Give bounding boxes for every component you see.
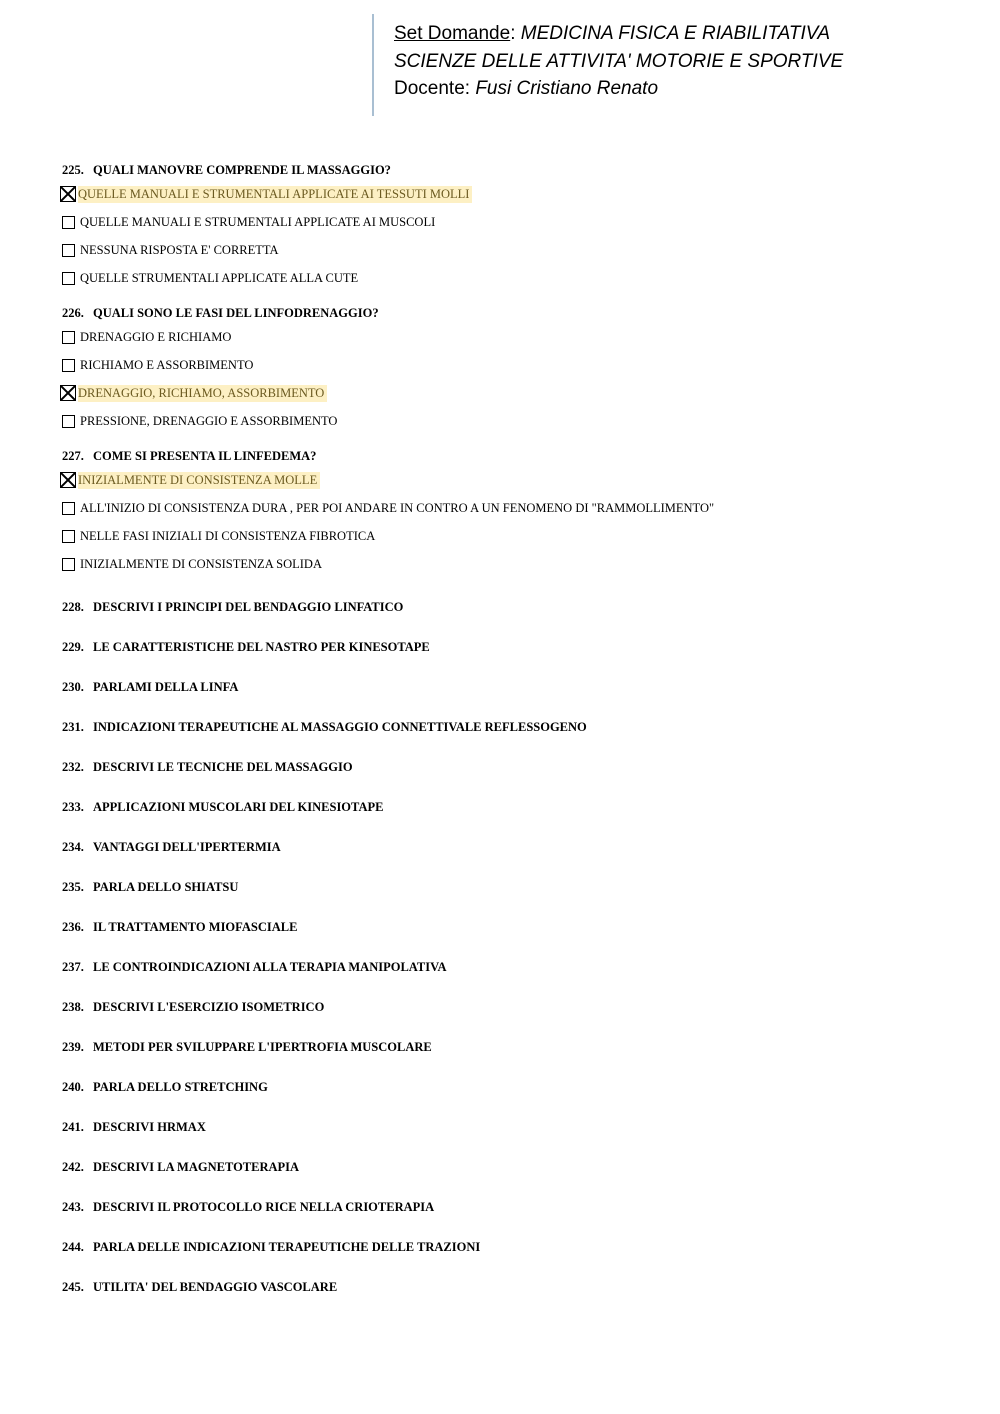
answer-option[interactable] [62,180,962,208]
question-text: QUALI MANOVRE COMPRENDE IL MASSAGGIO? [93,163,391,177]
question-title [62,446,962,466]
question-number: 244. [62,1240,84,1254]
question-text: DESCRIVI I PRINCIPI DEL BENDAGGIO LINFATICO [93,600,404,614]
answer-option-text: INIZIALMENTE DI CONSISTENZA MOLLE [78,472,320,489]
answer-option-text: PRESSIONE, DRENAGGIO E ASSORBIMENTO [80,413,338,428]
question-title [62,303,962,323]
questions-container [62,160,962,1307]
answer-option-text: RICHIAMO E ASSORBIMENTO [80,357,254,372]
question-number: 245. [62,1280,84,1294]
question-number: 226. [62,306,84,320]
question-number: 233. [62,800,84,814]
set-value-line1: MEDICINA FISICA E RIABILITATIVA [520,23,831,44]
question-number: 227. [62,449,84,463]
checkbox-icon[interactable] [62,530,75,543]
teacher-label: Docente: [394,78,471,99]
checkbox-icon[interactable] [62,502,75,515]
question-number: 230. [62,680,84,694]
checkbox-icon[interactable] [62,359,75,372]
teacher-line [394,75,932,103]
answer-option[interactable] [62,236,962,264]
question-text: PARLA DELLO STRETCHING [93,1080,268,1094]
question-number: 237. [62,960,84,974]
open-question [62,827,962,867]
open-question [62,627,962,667]
checkbox-icon[interactable] [62,216,75,229]
question-text: INDICAZIONI TERAPEUTICHE AL MASSAGGIO CONNETTIVALE REFLESSOGENO [93,720,587,734]
answer-option[interactable] [62,407,962,435]
checked-checkbox-icon[interactable] [60,385,76,401]
question-text: PARLAMI DELLA LINFA [93,680,239,694]
document-header [372,14,932,116]
question-number: 239. [62,1040,84,1054]
set-value-line2: SCIENZE DELLE ATTIVITA' MOTORIE E SPORTIVE [394,50,844,72]
answer-option[interactable] [62,208,962,236]
question-text: VANTAGGI DELL'IPERTERMIA [93,840,281,854]
answer-option[interactable] [62,550,962,578]
open-question [62,907,962,947]
question-number: 234. [62,840,84,854]
open-question [62,707,962,747]
answer-option[interactable] [62,351,962,379]
answer-option-text: DRENAGGIO, RICHIAMO, ASSORBIMENTO [78,385,327,402]
open-question [62,667,962,707]
open-question [62,1147,962,1187]
question-text: DESCRIVI L'ESERCIZIO ISOMETRICO [93,1000,325,1014]
answer-option-text: INIZIALMENTE DI CONSISTENZA SOLIDA [80,556,322,571]
answer-option[interactable] [62,466,962,494]
question-text: DESCRIVI LE TECNICHE DEL MASSAGGIO [93,760,353,774]
open-question [62,587,962,627]
question-text: IL TRATTAMENTO MIOFASCIALE [93,920,298,934]
question-text: UTILITA' DEL BENDAGGIO VASCOLARE [93,1280,338,1294]
answer-option-text: NESSUNA RISPOSTA E' CORRETTA [80,242,279,257]
checkbox-icon[interactable] [62,244,75,257]
set-line-1: Set Domande: MEDICINA FISICA E RIABILITATIVA [394,23,831,44]
answer-option-text: QUELLE STRUMENTALI APPLICATE ALLA CUTE [80,270,359,285]
open-question [62,1187,962,1227]
question-block [62,303,962,435]
answer-option-text: DRENAGGIO E RICHIAMO [80,329,232,344]
question-text: COME SI PRESENTA IL LINFEDEMA? [93,449,317,463]
question-text: DESCRIVI IL PROTOCOLLO RICE NELLA CRIOTERAPIA [93,1200,435,1214]
question-text: DESCRIVI LA MAGNETOTERAPIA [93,1160,300,1174]
open-questions [62,587,962,1307]
question-number: 242. [62,1160,84,1174]
open-question [62,747,962,787]
open-question [62,1227,962,1267]
open-question [62,1027,962,1067]
question-text: PARLA DELLE INDICAZIONI TERAPEUTICHE DELLE TRAZIONI [93,1240,481,1254]
answer-option[interactable] [62,379,962,407]
checked-checkbox-icon[interactable] [60,472,76,488]
checkbox-icon[interactable] [62,331,75,344]
question-number: 238. [62,1000,84,1014]
multiple-choice-questions [62,160,962,578]
question-number: 236. [62,920,84,934]
set-line-2 [394,48,932,76]
open-question [62,867,962,907]
question-number: 231. [62,720,84,734]
question-text: LE CONTROINDICAZIONI ALLA TERAPIA MANIPOLATIVA [93,960,447,974]
open-question [62,987,962,1027]
question-text: LE CARATTERISTICHE DEL NASTRO PER KINESOTAPE [93,640,430,654]
answer-option[interactable] [62,522,962,550]
question-number: 228. [62,600,84,614]
answer-option[interactable] [62,494,962,522]
open-question [62,1267,962,1307]
checkbox-icon[interactable] [62,415,75,428]
set-label: Set Domande [394,23,511,44]
question-text: QUALI SONO LE FASI DEL LINFODRENAGGIO? [93,306,379,320]
question-text: DESCRIVI HRMAX [93,1120,206,1134]
question-number: 240. [62,1080,84,1094]
answer-option[interactable] [62,264,962,292]
answer-option[interactable] [62,323,962,351]
answer-option-text: QUELLE MANUALI E STRUMENTALI APPLICATE AI TESSUTI MOLLI [78,186,472,203]
question-number: 243. [62,1200,84,1214]
question-number: 229. [62,640,84,654]
question-text: PARLA DELLO SHIATSU [93,880,239,894]
open-question [62,1107,962,1147]
question-block [62,446,962,578]
question-text: METODI PER SVILUPPARE L'IPERTROFIA MUSCOLARE [93,1040,432,1054]
question-block [62,160,962,292]
open-question [62,947,962,987]
answer-option-text: ALL'INIZIO DI CONSISTENZA DURA , PER POI ANDARE IN CONTRO A UN FENOMENO DI "RAMMOLLIMENTO" [80,500,715,515]
question-number: 232. [62,760,84,774]
checkbox-icon[interactable] [62,558,75,571]
question-text: APPLICAZIONI MUSCOLARI DEL KINESIOTAPE [93,800,384,814]
answer-option-text: NELLE FASI INIZIALI DI CONSISTENZA FIBROTICA [80,528,376,543]
teacher-name: Fusi Cristiano Renato [475,78,659,99]
question-title [62,160,962,180]
open-question [62,787,962,827]
open-question [62,1067,962,1107]
checked-checkbox-icon[interactable] [60,186,76,202]
question-number: 225. [62,163,84,177]
checkbox-icon[interactable] [62,272,75,285]
question-number: 235. [62,880,84,894]
answer-option-text: QUELLE MANUALI E STRUMENTALI APPLICATE AI MUSCOLI [80,214,436,229]
question-number: 241. [62,1120,84,1134]
